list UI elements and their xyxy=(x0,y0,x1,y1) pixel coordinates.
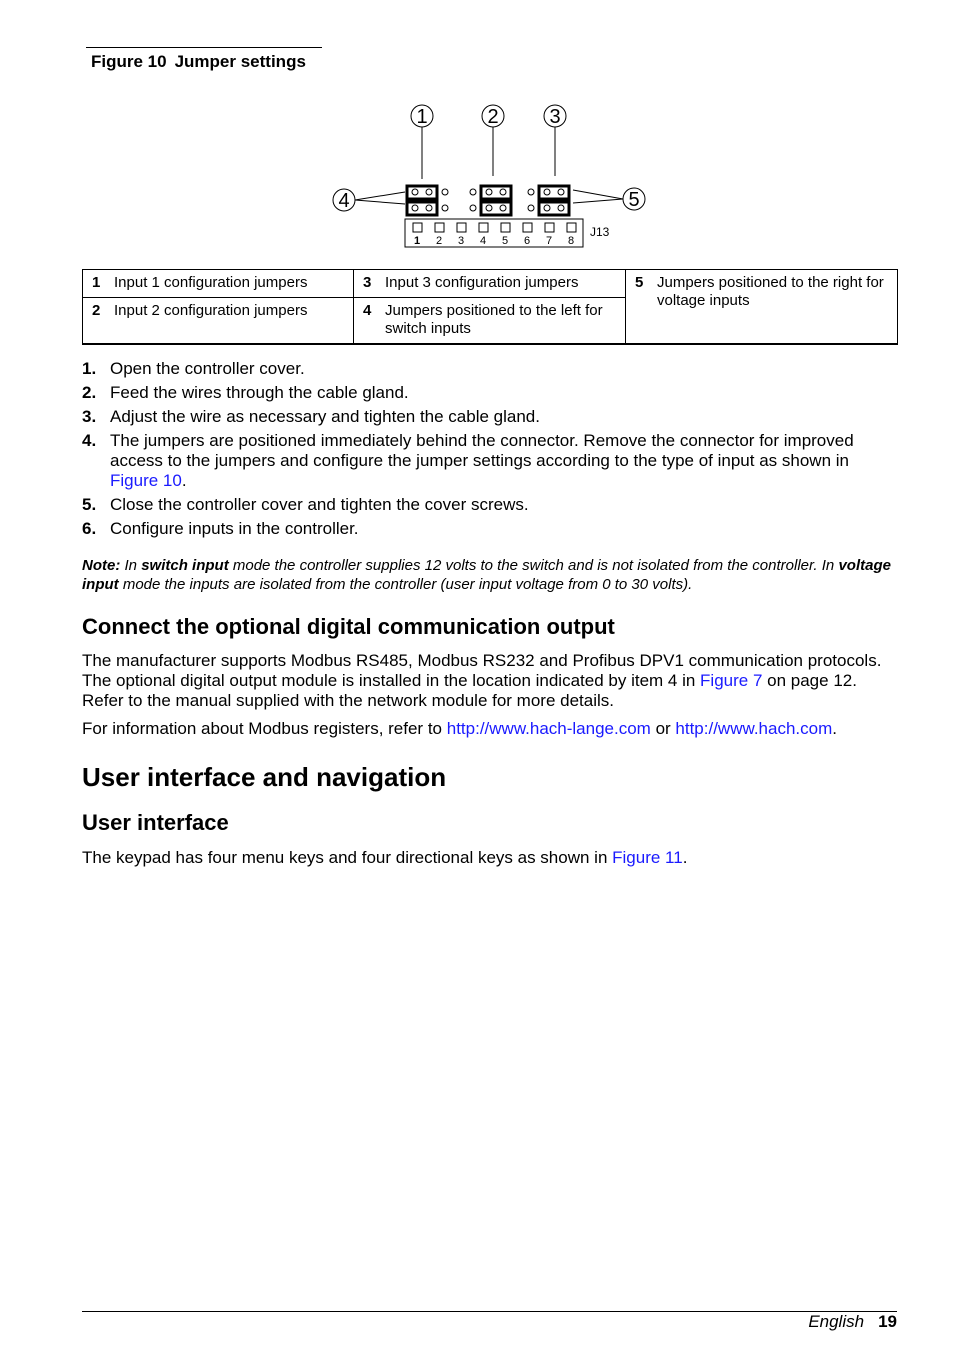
step-number: 2. xyxy=(82,383,97,402)
callout-1: 1 xyxy=(416,106,428,128)
legend-number: 2 xyxy=(92,302,101,319)
step-text: Configure inputs in the controller. xyxy=(110,519,359,538)
jumper-diagram-svg xyxy=(325,100,655,260)
section-heading-digital-output: Connect the optional digital communication output xyxy=(82,614,615,639)
note-emphasis-voltage: voltage input xyxy=(82,557,891,593)
figure-11-link[interactable]: Figure 11 xyxy=(612,848,683,867)
subsection-heading-user-interface: User interface xyxy=(82,810,229,835)
legend-text: Input 3 configuration jumpers xyxy=(385,274,579,291)
legend-cell xyxy=(354,270,626,298)
note-text: In xyxy=(120,557,142,574)
paragraph-text: The manufacturer supports Modbus RS485, Modbus RS232 and Profibus DPV1 communication protocols. The optional digital output module is installed in the location indicated by item 4 in xyxy=(82,651,882,690)
figure-caption xyxy=(91,52,306,72)
callout-2: 2 xyxy=(487,106,499,128)
page-number: 19 xyxy=(878,1312,897,1331)
legend-cell xyxy=(83,298,354,345)
legend-text: Jumpers positioned to the right for voltage inputs xyxy=(657,274,884,309)
jumper-group-3 xyxy=(528,186,569,215)
pin-number-5: 5 xyxy=(501,235,509,247)
hach-url-link[interactable]: http://www.hach.com xyxy=(675,719,833,738)
paragraph-text: The keypad has four menu keys and four directional keys as shown in xyxy=(82,848,613,867)
step-number: 3. xyxy=(82,407,97,426)
step-text-end: . xyxy=(181,471,187,490)
note-paragraph xyxy=(82,556,897,594)
paragraph-text: . xyxy=(682,848,688,867)
note-text: mode the inputs are isolated from the controller (user input voltage from 0 to 30 volts). xyxy=(118,576,693,593)
hach-lange-url-link[interactable]: http://www.hach-lange.com xyxy=(446,719,651,738)
connector-j13 xyxy=(405,219,583,247)
figure-title: Jumper settings xyxy=(174,52,306,71)
legend-number: 5 xyxy=(635,274,644,291)
paragraph-text: or xyxy=(650,719,676,738)
procedure-steps xyxy=(82,359,897,543)
pin-number-6: 6 xyxy=(523,235,531,247)
legend-cell xyxy=(354,298,626,345)
jumper-diagram xyxy=(325,100,655,260)
list-item xyxy=(82,359,897,379)
step-number: 5. xyxy=(82,495,97,514)
connector-label: J13 xyxy=(590,225,610,239)
step-text: The jumpers are positioned immediately behind the connector. Remove the connector for improved access to the jumpers and configure the jumper settings according to the type of input as shown in xyxy=(110,431,854,470)
section-heading-ui-navigation: User interface and navigation xyxy=(82,762,447,792)
step-text: Adjust the wire as necessary and tighten the cable gland. xyxy=(110,407,540,426)
list-item xyxy=(82,519,897,539)
list-item xyxy=(82,407,897,427)
list-item xyxy=(82,383,897,403)
figure-label: Figure 10 xyxy=(91,52,167,71)
callout-3: 3 xyxy=(549,106,561,128)
list-item xyxy=(82,431,897,491)
list-item xyxy=(82,495,897,515)
pin-number-2: 2 xyxy=(435,235,443,247)
legend-number: 3 xyxy=(363,274,372,291)
legend-cell xyxy=(626,270,898,345)
paragraph-text: on page 12. Refer to the manual supplied with the network module for more details. xyxy=(82,671,857,710)
legend-cell xyxy=(83,270,354,298)
callout-4: 4 xyxy=(338,190,350,212)
pin-number-7: 7 xyxy=(545,235,553,247)
step-number: 4. xyxy=(82,431,97,450)
step-text: Open the controller cover. xyxy=(110,359,305,378)
callout-5: 5 xyxy=(628,189,640,211)
legend-text: Jumpers positioned to the left for switch inputs xyxy=(385,302,603,337)
paragraph-text: . xyxy=(832,719,837,738)
note-emphasis-switch: switch input xyxy=(141,557,229,574)
figure-caption-rule xyxy=(86,47,322,48)
footer-language: English xyxy=(808,1312,865,1331)
step-number: 1. xyxy=(82,359,97,378)
paragraph-text: For information about Modbus registers, refer to xyxy=(82,719,447,738)
legend-row xyxy=(83,270,898,298)
legend-number: 4 xyxy=(363,302,372,319)
legend-text: Input 2 configuration jumpers xyxy=(114,302,308,319)
pin-number-4: 4 xyxy=(479,235,487,247)
jumper-group-1 xyxy=(407,186,448,215)
pin-number-1: 1 xyxy=(413,235,421,247)
pin-number-8: 8 xyxy=(567,235,575,247)
step-text: Feed the wires through the cable gland. xyxy=(110,383,409,402)
legend-text: Input 1 configuration jumpers xyxy=(114,274,308,291)
keypad-paragraph xyxy=(82,848,897,868)
legend-number: 1 xyxy=(92,274,101,291)
digital-output-paragraph xyxy=(82,651,897,711)
figure-7-link[interactable]: Figure 7 xyxy=(700,671,763,690)
modbus-registers-paragraph xyxy=(82,719,897,739)
pin-number-3: 3 xyxy=(457,235,465,247)
jumper-group-2 xyxy=(470,186,511,215)
figure-10-link[interactable]: Figure 10 xyxy=(110,471,182,490)
figure-legend-table xyxy=(82,269,898,345)
note-text: mode the controller supplies 12 volts to the switch and is not isolated from the controller. In xyxy=(228,557,839,574)
note-label: Note: xyxy=(82,557,121,574)
footer-rule xyxy=(82,1311,897,1312)
page-footer xyxy=(808,1312,897,1332)
step-number: 6. xyxy=(82,519,97,538)
step-text: Close the controller cover and tighten the cover screws. xyxy=(110,495,529,514)
